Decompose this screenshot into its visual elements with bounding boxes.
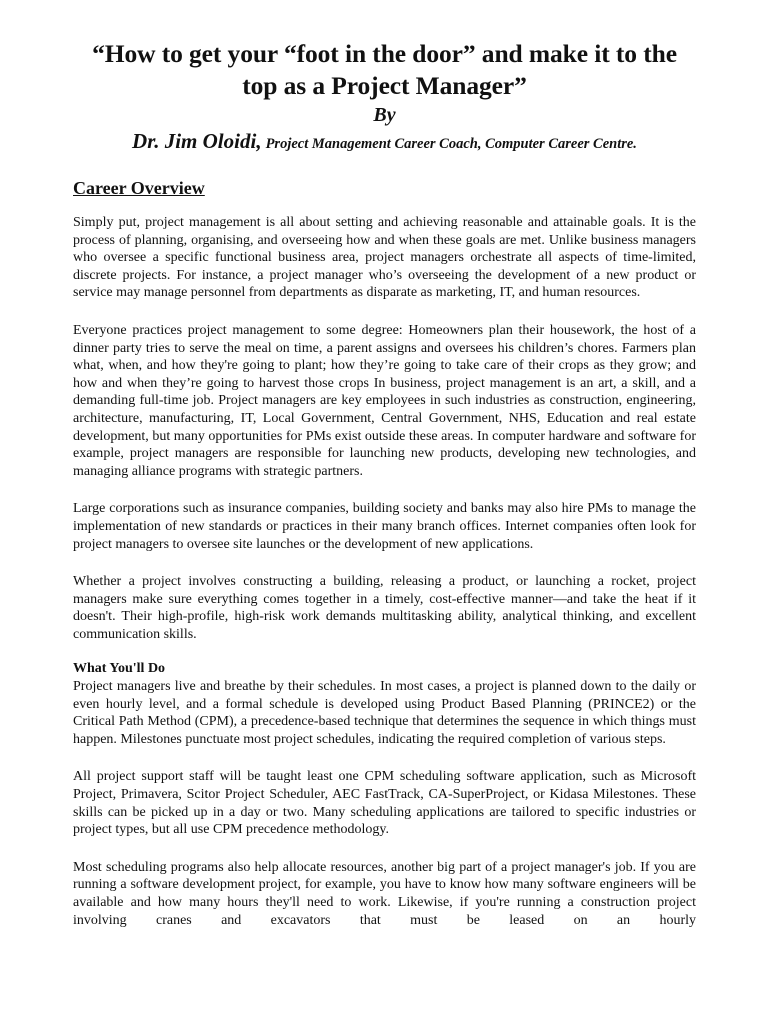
paragraph: Everyone practices project management to some degree: Homeowners plan their housework, the host of a dinner party tries to serve the meal on time, a parent assigns and oversees his children’s chores. Farmers plan what, when, and how they're going to plant; how they’re going to take care of their crops as they grow; and how and when they’re going to harvest those crops In business, project management is an art, a skill, and a demanding full-time job. Project managers are key employees in such industries as construction, engineering, architecture, manufacturing, IT, Local Government, Central Government, NHS, Education and real estate development, but many opportunities for PMs exist outside these areas. In computer hardware and software for example, project managers are responsible for launching new products, developing new technologies, and managing alliance programs with strategic partners. <box>73 322 696 479</box>
paragraph: Project managers live and breathe by their schedules. In most cases, a project is planned down to the daily or even hourly level, and a formal schedule is developed using Product Based Planning (PRINCE2) or the Critical Path Method (CPM), a precedence-based technique that determines the sequence in which things must happen. Milestones punctuate most project schedules, indicating the required completion of various steps. <box>73 679 696 747</box>
paragraph: Most scheduling programs also help allocate resources, another big part of a project manager's job. If you are running a software development project, for example, you have to know how many software engineers will be available and how many hours they'll need to work. Likewise, if you're running a construction project involving cranes and excavators that must be leased on an hourly <box>73 859 696 928</box>
document-title: “How to get your “foot in the door” and make it to the top as a Project Manager” <box>92 39 677 100</box>
section-heading-career-overview: Career Overview <box>73 178 205 198</box>
paragraph: Whether a project involves constructing a building, releasing a product, or launching a rocket, project managers make sure everything comes together in a timely, cost-effective manner—and take the heat if it doesn't. Their high-profile, high-risk work demands multitasking ability, analytical thinking, and excellent communication skills. <box>73 574 696 642</box>
paragraph: Simply put, project management is all about setting and achieving reasonable and attainable goals. It is the process of planning, organising, and overseeing how and when these goals are met. Unlike business managers who oversee a specific functional business area, project managers orchestrate all aspects of time-limited, discrete projects. For instance, a project manager who’s overseeing the development of a new product or service may manage personnel from departments as disparate as marketing, IT, and human resources. <box>73 215 696 301</box>
paragraph: All project support staff will be taught least one CPM scheduling software application, such as Microsoft Project, Primavera, Scitor Project Scheduler, AEC FastTrack, CA-SuperProject, or Kidasa Milestones. These skills can be picked up in a day or two. Many scheduling applications are tailored to specific industries or project types, but all use CPM precedence methodology. <box>73 769 696 838</box>
by-line: By <box>373 104 396 126</box>
author-role: Project Management Career Coach, Computer Career Centre. <box>265 136 637 152</box>
subheading-what-youll-do: What You'll Do <box>73 661 166 677</box>
author-line <box>73 127 696 158</box>
author-name: Dr. Jim Oloidi, <box>132 129 262 153</box>
paragraph: Large corporations such as insurance companies, building society and banks may also hire PMs to manage the implementation of new standards or practices in their many branch offices. Internet companies often look for project managers to oversee site launches or the development of new applications. <box>73 501 696 552</box>
